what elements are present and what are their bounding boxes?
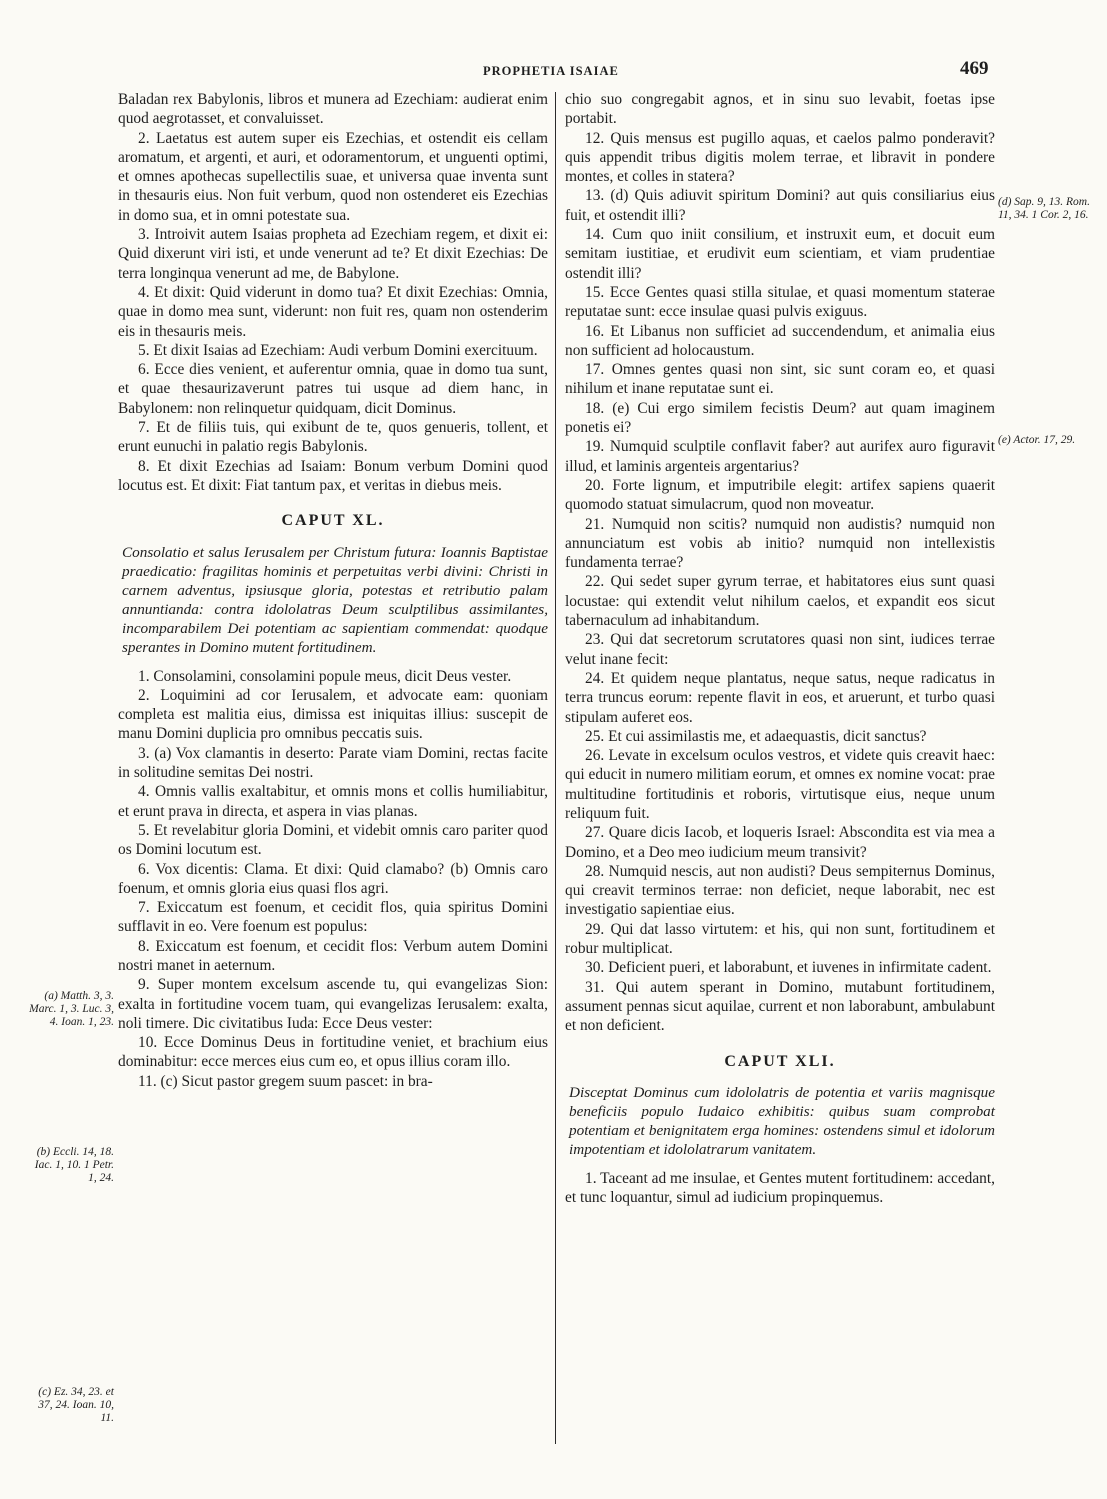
verse: 19. Numquid sculptile conflavit faber? aut aurifex auro figuravit illud, et laminis argenteis argentarius? [565, 438, 995, 475]
margin-note-d: (d) Sap. 9, 13. Rom. 11, 34. 1 Cor. 2, 16. [998, 196, 1090, 221]
verse: 30. Deficient pueri, et laborabunt, et iuvenes in infirmitate cadent. [585, 959, 992, 977]
paragraph: Baladan rex Babylonis, libros et munera ad Ezechiam: audierat enim quod aegrotasset, et convaluisset. [118, 91, 548, 128]
verse: 11. (c) Sicut pastor gregem suum pascet: in bra- [138, 1072, 433, 1090]
verse: 7. Et de filiis tuis, qui exibunt de te, quos genueris, tollent, et erunt eunuchi in palatio regis Babylonis. [118, 419, 548, 456]
margin-note-e: (e) Actor. 17, 29. [998, 434, 1076, 446]
chapter-heading: CAPUT XLI. [724, 1052, 836, 1070]
page-number: 469 [960, 58, 989, 79]
chapter-heading: CAPUT XL. [281, 512, 385, 530]
verse: 17. Omnes gentes quasi non sint, sic sunt coram eo, et quasi nihilum et inane reputatae sunt ei. [565, 361, 995, 398]
margin-note-c: (c) Ez. 34, 23. et 37, 24. Ioan. 10, 11. [38, 1386, 114, 1424]
running-head [0, 58, 1107, 82]
verse: 6. Vox dicentis: Clama. Et dixi: Quid clamabo? (b) Omnis caro foenum, et omnis gloria eius quasi flos agri. [118, 860, 548, 897]
verse: 4. Omnis vallis exaltabitur, et omnis mons et collis humiliabitur, et erunt prava in directa, et aspera in vias planas. [118, 783, 548, 820]
verse: 28. Numquid nescis, aut non audisti? Deus sempiternus Dominus, qui creavit terminos terrae: non deficiet, neque laborabit, nec est investigatio sapientiae eius. [565, 862, 995, 919]
verse: 8. Exiccatum est foenum, et cecidit flos: Verbum autem Domini nostri manet in aeternum. [118, 937, 548, 974]
verse: 23. Qui dat secretorum scrutatores quasi non sint, iudices terrae velut inane fecit: [565, 631, 995, 668]
verse: 4. Et dixit: Quid viderunt in domo tua? Et dixit Ezechias: Omnia, quae in domo mea sunt, viderunt: non fuit res, quam non ostenderim eis in thesauris meis. [118, 283, 548, 340]
verse: 2. Loquimini ad cor Ierusalem, et advocate eam: quoniam completa est malitia eius, dimissa est iniquitas illius: suscepit de manu Domini duplicia pro omnibus peccatis suis. [118, 686, 548, 743]
verse: 18. (e) Cui ergo similem fecistis Deum? aut quam imaginem ponetis ei? [565, 399, 995, 437]
margin-note-b: (b) Eccli. 14, 18. Iac. 1, 10. 1 Petr. 1, 24. [34, 1146, 114, 1184]
verse: 25. Et cui assimilastis me, et adaequastis, dicit sanctus? [585, 727, 927, 745]
verse: 5. Et dixit Isaias ad Ezechiam: Audi verbum Domini exercituum. [138, 341, 538, 359]
right-column [565, 90, 995, 1207]
verse: 29. Qui dat lasso virtutem: et his, qui non sunt, fortitudinem et robur multiplicat. [565, 920, 995, 958]
verse: 1. Taceant ad me insulae, et Gentes mutent fortitudinem: accedant, et tunc loquantur, simul ad iudicium propinquemus. [565, 1169, 995, 1207]
verse: 2. Laetatus est autem super eis Ezechias, et ostendit eis cellam aromatum, et argenti, et auri, et odoramentorum, et unguenti optimi, et omnes apothecas supellectilis suae, et universa quae inventa sunt in thesauris eius. Non fuit verbum, quod non ostenderet eis Ezechias in domo sua, et in omni potestate sua. [118, 129, 548, 224]
page-title: PROPHETIA ISAIAE [483, 64, 619, 78]
left-column [118, 90, 548, 1091]
verse: 9. Super montem excelsum ascende tu, qui evangelizas Sion: exalta in fortitudine vocem tuam, qui evangelizas Ierusalem: exalta, noli timere. Dic civitatibus Iuda: Ecce Deus vester: [118, 976, 548, 1032]
verse: 1. Consolamini, consolamini popule meus, dicit Deus vester. [138, 667, 512, 685]
verse: 14. Cum quo iniit consilium, et instruxit eum, et docuit eum semitam iustitiae, et erudivit eum scientiam, et viam prudentiae ostendit illi? [565, 226, 995, 282]
verse: 6. Ecce dies venient, et auferentur omnia, quae in domo tua sunt, et quae thesaurizaverunt patres tui usque ad diem hanc, in Babylonem: non relinquetur quidquam, dicit Dominus. [118, 361, 548, 417]
verse: 5. Et revelabitur gloria Domini, et videbit omnis caro pariter quod os Domini locutum est. [118, 821, 548, 859]
verse: 3. (a) Vox clamantis in deserto: Parate viam Domini, rectas facite in solitudine semitas Dei nostri. [118, 744, 548, 782]
verse: 20. Forte lignum, et imputribile elegit: artifex sapiens quaerit quomodo statuat simulacrum, quod non moveatur. [565, 476, 995, 514]
margin-note-a: (a) Matth. 3, 3. Marc. 1, 3. Luc. 3, 4. Ioan. 1, 23. [29, 990, 114, 1028]
chapter-summary: Disceptat Dominus cum idololatris de potentia et variis magnisque beneficiis populo Iudaico exhibitis: quibus suam comprobat potentiam et benignitatem erga homines: ostendens simul et idolorum impotentiam et idololatrarum vanitatem. [569, 1083, 995, 1158]
verse: 31. Qui autem sperant in Domino, mutabunt fortitudinem, assument pennas sicut aquilae, current et non laborabunt, ambulabunt et non deficient. [565, 978, 995, 1035]
verse: 24. Et quidem neque plantatus, neque satus, neque radicatus in terra truncus eorum: repente flavit in eos, et aruerunt, et turbo quasi stipulam auferet eos. [565, 669, 995, 726]
column-divider [555, 92, 556, 1444]
paragraph: chio suo congregabit agnos, et in sinu suo levabit, foetas ipse portabit. [565, 91, 995, 128]
verse: 8. Et dixit Ezechias ad Isaiam: Bonum verbum Domini quod locutus est. Et dixit: Fiat tantum pax, et veritas in diebus meis. [118, 457, 548, 494]
verse: 7. Exiccatum est foenum, et cecidit flos, quia spiritus Domini sufflavit in eo. Vere foenum est populus: [118, 899, 548, 936]
verse: 16. Et Libanus non sufficiet ad succendendum, et animalia eius non sufficient ad holocaustum. [565, 322, 995, 359]
chapter-summary: Consolatio et salus Ierusalem per Christum futura: Ioannis Baptistae praedicatio: fragilitas hominis et perpetuitas verbi divini: Christi in carnem adventus, ipsiusque gloria, potestas et retributio palam annuntianda: contra idololatras Deum sculptilibus assimilantes, incomparabilem Dei potentiam ac sapientiam commendat: quodque sperantes in Domino mutent fortitudinem. [122, 543, 548, 656]
verse: 15. Ecce Gentes quasi stilla situlae, et quasi momentum staterae reputatae sunt: ecce insulae quasi pulvis exiguus. [565, 283, 995, 321]
verse: 26. Levate in excelsum oculos vestros, et videte quis creavit haec: qui educit in numero militiam eorum, et omnes ex nomine vocat: prae multitudine fortitudinis et roboris, virtutisque eius, neque unum reliquum fuit. [565, 747, 995, 822]
verse: 21. Numquid non scitis? numquid non audistis? numquid non annunciatum est vobis ab initio? numquid non intellexistis fundamenta terrae? [565, 515, 995, 572]
verse: 12. Quis mensus est pugillo aquas, et caelos palmo ponderavit? quis appendit tribus digitis molem terrae, et libravit in pondere montes, et colles in statera? [565, 129, 995, 186]
verse: 10. Ecce Dominus Deus in fortitudine veniet, et brachium eius dominabitur: ecce merces eius cum eo, et opus illius coram illo. [118, 1034, 548, 1071]
verse: 13. (d) Quis adiuvit spiritum Domini? aut quis consiliarius eius fuit, et ostendit illi? [565, 187, 995, 224]
verse: 27. Quare dicis Iacob, et loqueris Israel: Abscondita est via mea a Domino, et a Deo meo iudicium meum transivit? [565, 824, 995, 861]
verse: 22. Qui sedet super gyrum terrae, et habitatores eius sunt quasi locustae: qui extendit velut nihilum caelos, et expandit eos sicut tabernaculum ad inhabitandum. [565, 573, 995, 630]
verse: 3. Introivit autem Isaias propheta ad Ezechiam regem, et dixit ei: Quid dixerunt viri isti, et unde venerunt ad te? Et dixit Ezechias: De terra longinqua venerunt ad me, de Babylone. [118, 226, 548, 282]
